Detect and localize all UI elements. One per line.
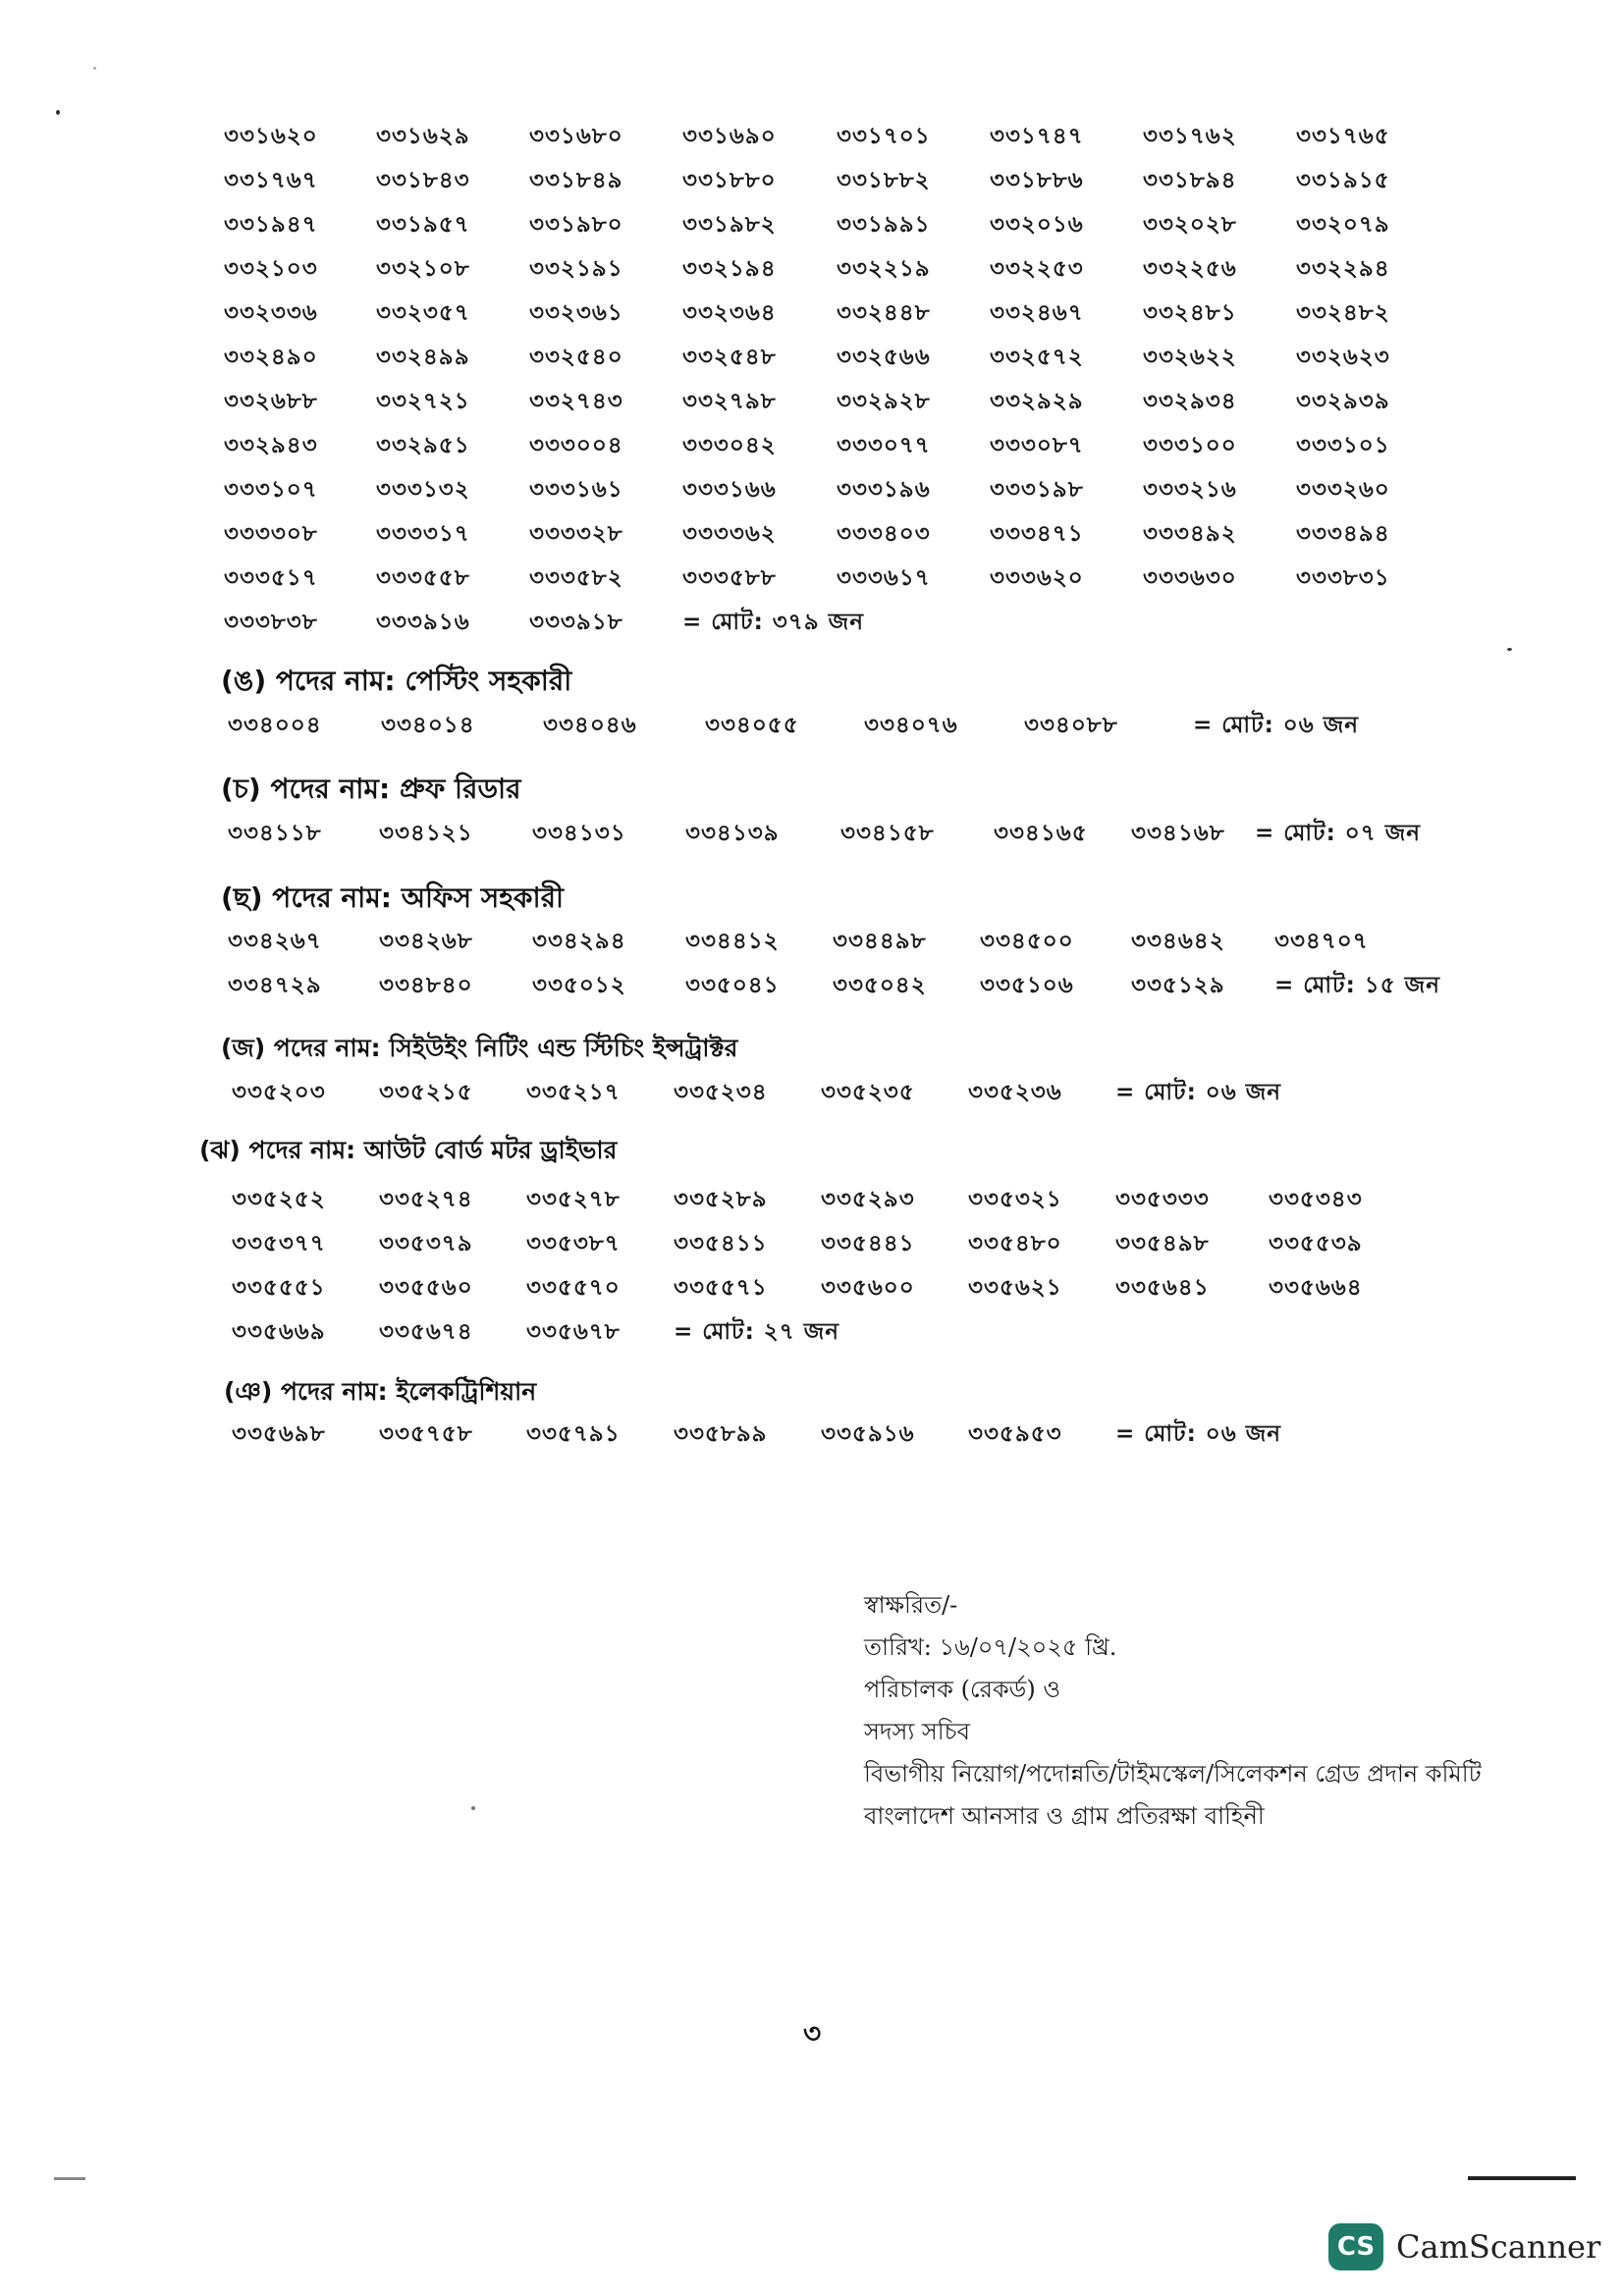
roll-number: ৩৩৫২১৫ [379, 1080, 473, 1105]
section-heading: (ঝ) পদের নাম: আউট বোর্ড মটর ড্রাইভার [199, 1136, 618, 1164]
roll-row [0, 1415, 1623, 1451]
roll-number: ৩৩৪০১৪ [381, 713, 475, 738]
roll-number: ৩৩১৭৬২ [1143, 124, 1237, 149]
committee-name: বিভাগীয় নিয়োগ/পদোন্নতি/টাইমস্কেল/সিলেকশন গ্রেড প্রদান কমিটি [864, 1760, 1482, 1788]
roll-number: ৩৩৩৩১৭ [376, 521, 470, 547]
roll-number: ৩৩৪৭২৯ [228, 973, 322, 998]
roll-row [0, 294, 1623, 330]
roll-number: ৩৩৪০৮৮ [1024, 713, 1118, 738]
roll-number: ৩৩১৭০১ [837, 124, 931, 149]
roll-number: ৩৩২৩৫৭ [376, 300, 470, 326]
roll-number: ৩৩৪১৩৯ [685, 821, 780, 846]
roll-number: ৩৩১৬৯০ [682, 124, 777, 149]
roll-number: ৩৩৫৩৭৭ [232, 1231, 326, 1256]
roll-number: ৩৩৫৬৪১ [1115, 1275, 1210, 1301]
roll-row [0, 118, 1623, 153]
roll-number: ৩৩১৯৫৭ [376, 212, 470, 238]
roll-number: ৩৩৫৮৯৯ [674, 1421, 768, 1447]
roll-number: ৩৩৫৩৩৩ [1115, 1187, 1210, 1212]
roll-number: ৩৩১৭৪৭ [990, 124, 1084, 149]
roll-number: ৩৩১৮৮০ [682, 168, 777, 193]
section-heading: (ঙ) পদের নাম: পেস্টিং সহকারী [221, 665, 572, 697]
roll-number: ৩৩২৩৬১ [529, 300, 623, 326]
roll-number: ৩৩৫২৭৮ [526, 1187, 621, 1212]
roll-number: ৩৩৪০৫৫ [705, 713, 799, 738]
scan-speck [56, 110, 60, 115]
section-heading: (চ) পদের নাম: প্রুফ রিডার [221, 773, 521, 805]
roll-row [0, 604, 1623, 639]
roll-number: ৩৩৩৪৭১ [990, 521, 1084, 547]
roll-number: ৩৩৫২৩৬ [968, 1080, 1062, 1105]
roll-number: ৩৩৩৬১৭ [837, 565, 931, 591]
roll-number: ৩৩৫৬৭৮ [526, 1319, 621, 1345]
roll-number: ৩৩৩৫১৭ [224, 565, 318, 591]
roll-row [0, 967, 1623, 1002]
roll-number: ৩৩২৫৪৮ [682, 345, 777, 370]
roll-row [0, 383, 1623, 418]
roll-number: ৩৩২১০৮ [376, 256, 470, 282]
roll-number: ৩৩৫৬০০ [821, 1275, 915, 1301]
roll-row [0, 707, 1623, 742]
roll-number: ৩৩৫৬৬৯ [232, 1319, 326, 1345]
roll-number: ৩৩৫৭৫৮ [379, 1421, 473, 1447]
signed-text: স্বাক্ষরিত/- [864, 1591, 958, 1619]
roll-number: ৩৩৩২৬০ [1296, 477, 1390, 503]
roll-number: ৩৩২২১৯ [837, 256, 931, 282]
roll-number: ৩৩৪৮৪০ [379, 973, 473, 998]
section-total: = মোট: ০৭ জন [1255, 821, 1422, 846]
roll-number: ৩৩৩১০১ [1296, 433, 1390, 458]
signature-date: তারিখ: ১৬/০৭/২০২৫ খ্রি. [864, 1633, 1117, 1661]
roll-number: ৩৩৫৬৯৮ [232, 1421, 326, 1447]
roll-number: ৩৩৩০৭৭ [837, 433, 931, 458]
roll-number: ৩৩১৮৮২ [837, 168, 931, 193]
roll-number: ৩৩২২৯৪ [1296, 256, 1390, 282]
roll-number: ৩৩৫৩৪৩ [1269, 1187, 1363, 1212]
roll-row [0, 560, 1623, 595]
section-total: = মোট: ২৭ জন [674, 1319, 840, 1345]
roll-number: ৩৩৪১৫৮ [840, 821, 935, 846]
roll-row [0, 339, 1623, 374]
roll-number: ৩৩২০১৬ [990, 212, 1084, 238]
roll-number: ৩৩৪২৯৪ [532, 929, 626, 954]
roll-number: ৩৩৫৫৬০ [379, 1275, 473, 1301]
roll-number: ৩৩১৯৪৭ [224, 212, 318, 238]
roll-number: ৩৩১৮৯৪ [1143, 168, 1237, 193]
roll-number: ৩৩২৯২৮ [837, 389, 931, 414]
roll-number: ৩৩৩২১৬ [1143, 477, 1237, 503]
roll-number: ৩৩৩৫৫৮ [376, 565, 470, 591]
section-total: = মোট: ০৬ জন [1115, 1421, 1282, 1447]
roll-number: ৩৩৩১৬৬ [682, 477, 777, 503]
roll-row [0, 1225, 1623, 1260]
roll-number: ৩৩৫২৫২ [232, 1187, 326, 1212]
roll-number: ৩৩২৯৫১ [376, 433, 470, 458]
scan-speck [1507, 648, 1512, 651]
section-total: = মোট: ০৬ জন [1115, 1080, 1282, 1105]
scan-edge-line [54, 2177, 85, 2180]
roll-number: ৩৩২৯৩৯ [1296, 389, 1390, 414]
roll-number: ৩৩৩৯১৬ [376, 610, 470, 635]
roll-number: ৩৩২০৭৯ [1296, 212, 1390, 238]
roll-number: ৩৩১৮৮৬ [990, 168, 1084, 193]
roll-row [0, 515, 1623, 551]
roll-number: ৩৩২৪৮২ [1296, 300, 1390, 326]
section-total: = মোট: ০৬ জন [1193, 713, 1360, 738]
roll-number: ৩৩৫০৪১ [685, 973, 780, 998]
roll-number: ৩৩২৭২১ [376, 389, 470, 414]
roll-number: ৩৩২৪৬৭ [990, 300, 1084, 326]
roll-number: ৩৩২৪৪৮ [837, 300, 931, 326]
roll-number: ৩৩৫৯১৬ [821, 1421, 915, 1447]
roll-number: ৩৩৫৫৭০ [526, 1275, 621, 1301]
roll-number: ৩৩৫২০৩ [232, 1080, 326, 1105]
camscanner-label: CamScanner [1396, 2228, 1601, 2266]
section-heading: (জ) পদের নাম: সিইউইং নিটিং এন্ড স্টিচিং ইন্সট্রাক্টর [221, 1034, 738, 1062]
roll-number: ৩৩৫২৮৯ [674, 1187, 768, 1212]
roll-number: ৩৩২২৫৬ [1143, 256, 1237, 282]
section-total: = মোট: ৩৭৯ জন [682, 610, 864, 635]
signatory-role: সদস্য সচিব [864, 1718, 970, 1745]
roll-number: ৩৩২৩৩৬ [224, 300, 318, 326]
roll-number: ৩৩৫১২৯ [1131, 973, 1225, 998]
roll-number: ৩৩৫৭৯১ [526, 1421, 621, 1447]
roll-number: ৩৩৫০৪২ [833, 973, 927, 998]
roll-number: ৩৩১৬৮০ [529, 124, 623, 149]
roll-number: ৩৩২০২৮ [1143, 212, 1237, 238]
roll-number: ৩৩৫৫৩৯ [1269, 1231, 1363, 1256]
roll-row [0, 427, 1623, 462]
roll-number: ৩৩৪৪৯৮ [833, 929, 927, 954]
roll-number: ৩৩৪৭০৭ [1274, 929, 1369, 954]
roll-number: ৩৩৩১৬১ [529, 477, 623, 503]
roll-number: ৩৩৫৩৮৭ [526, 1231, 621, 1256]
roll-number: ৩৩৫৫৫১ [232, 1275, 326, 1301]
roll-number: ৩৩৪১২১ [379, 821, 473, 846]
roll-number: ৩৩৪১৬৮ [1131, 821, 1225, 846]
roll-number: ৩৩৪১৬৫ [994, 821, 1088, 846]
roll-number: ৩৩৫৪১১ [674, 1231, 768, 1256]
roll-number: ৩৩৩১৩২ [376, 477, 470, 503]
roll-number: ৩৩৫২৭৪ [379, 1187, 473, 1212]
section-heading: (ছ) পদের নাম: অফিস সহকারী [221, 881, 565, 914]
roll-number: ৩৩৫২৩৪ [674, 1080, 768, 1105]
roll-number: ৩৩৩৪৯২ [1143, 521, 1237, 547]
page-number: ৩ [803, 2017, 822, 2050]
roll-row [0, 1181, 1623, 1216]
roll-number: ৩৩৩৩২৮ [529, 521, 623, 547]
roll-row [0, 1313, 1623, 1349]
roll-number: ৩৩৩৬৩০ [1143, 565, 1237, 591]
roll-number: ৩৩৩৫৮২ [529, 565, 623, 591]
roll-number: ৩৩২৬২২ [1143, 345, 1237, 370]
roll-number: ৩৩৫২৯৩ [821, 1187, 915, 1212]
roll-number: ৩৩৩০৪২ [682, 433, 777, 458]
roll-number: ৩৩৪৪১২ [685, 929, 780, 954]
roll-number: ৩৩৩৪৯৪ [1296, 521, 1390, 547]
roll-number: ৩৩৫৩২১ [968, 1187, 1062, 1212]
roll-number: ৩৩১৭৬৫ [1296, 124, 1390, 149]
roll-number: ৩৩৩১৯৬ [837, 477, 931, 503]
roll-row [0, 1269, 1623, 1305]
roll-number: ৩৩৫৩৭৯ [379, 1231, 473, 1256]
roll-number: ৩৩২৯২৯ [990, 389, 1084, 414]
roll-number: ৩৩২৪৯০ [224, 345, 318, 370]
roll-number: ৩৩৪০৪৬ [543, 713, 637, 738]
roll-number: ৩৩৫২১৭ [526, 1080, 621, 1105]
roll-number: ৩৩১৯১৫ [1296, 168, 1390, 193]
roll-row [0, 162, 1623, 197]
roll-number: ৩৩৩১৯৮ [990, 477, 1084, 503]
roll-number: ৩৩৩৬২০ [990, 565, 1084, 591]
roll-number: ৩৩৫১০৬ [980, 973, 1074, 998]
camscanner-badge-text: CS [1336, 2232, 1376, 2262]
roll-number: ৩৩৩০০৪ [529, 433, 623, 458]
roll-number: ৩৩৩১০৭ [224, 477, 318, 503]
roll-row [0, 250, 1623, 286]
roll-row [0, 471, 1623, 507]
roll-number: ৩৩১৬২৯ [376, 124, 470, 149]
roll-number: ৩৩২৫৬৬ [837, 345, 931, 370]
roll-number: ৩৩৩৩০৮ [224, 521, 318, 547]
roll-number: ৩৩৫৯৫৩ [968, 1421, 1062, 1447]
roll-number: ৩৩৩৪০৩ [837, 521, 931, 547]
roll-number: ৩৩২৫৪০ [529, 345, 623, 370]
roll-number: ৩৩৪২৬৭ [228, 929, 322, 954]
roll-number: ৩৩৫৫৭১ [674, 1275, 768, 1301]
roll-number: ৩৩২৭৪৩ [529, 389, 623, 414]
roll-number: ৩৩১৭৬৭ [224, 168, 318, 193]
roll-row [0, 815, 1623, 850]
organization-name: বাংলাদেশ আনসার ও গ্রাম প্রতিরক্ষা বাহিনী [864, 1802, 1265, 1830]
roll-number: ৩৩৫৪৪১ [821, 1231, 915, 1256]
roll-number: ৩৩৪১১৮ [228, 821, 322, 846]
roll-number: ৩৩৪৬৪২ [1131, 929, 1225, 954]
roll-number: ৩৩১৮৪৩ [376, 168, 470, 193]
roll-number: ৩৩৫৪৮০ [968, 1231, 1062, 1256]
roll-number: ৩৩২১৯১ [529, 256, 623, 282]
camscanner-logo-icon [1328, 2223, 1383, 2270]
roll-number: ৩৩২৪৮১ [1143, 300, 1237, 326]
scan-edge-line [1468, 2176, 1576, 2180]
roll-number: ৩৩৪৫০০ [980, 929, 1074, 954]
scan-speck [471, 1806, 475, 1810]
roll-number: ৩৩২৪৯৯ [376, 345, 470, 370]
roll-number: ৩৩২১৯৪ [682, 256, 777, 282]
roll-number: ৩৩১৯৮২ [682, 212, 777, 238]
roll-number: ৩৩৫৬৬৪ [1269, 1275, 1363, 1301]
roll-number: ৩৩২১০৩ [224, 256, 318, 282]
roll-number: ৩৩২৫৭২ [990, 345, 1084, 370]
roll-number: ৩৩৫৬২১ [968, 1275, 1062, 1301]
section-heading: (ঞ) পদের নাম: ইলেকট্রিশিয়ান [224, 1377, 537, 1406]
roll-number: ৩৩২৩৬৪ [682, 300, 777, 326]
roll-number: ৩৩৩১০০ [1143, 433, 1237, 458]
section-total: = মোট: ১৫ জন [1274, 973, 1440, 998]
roll-number: ৩৩৪২৬৮ [379, 929, 473, 954]
roll-number: ৩৩১৯৮০ [529, 212, 623, 238]
roll-number: ৩৩৩০৮৭ [990, 433, 1084, 458]
roll-number: ৩৩৫৪৯৮ [1115, 1231, 1210, 1256]
roll-number: ৩৩২৭৯৮ [682, 389, 777, 414]
roll-number: ৩৩২৯৪৩ [224, 433, 318, 458]
roll-number: ৩৩৫৬৭৪ [379, 1319, 473, 1345]
roll-number: ৩৩২৯৩৪ [1143, 389, 1237, 414]
roll-number: ৩৩২৬২৩ [1296, 345, 1390, 370]
roll-number: ৩৩৪১৩১ [532, 821, 626, 846]
roll-row [0, 206, 1623, 241]
roll-number: ৩৩৫২৩৫ [821, 1080, 915, 1105]
roll-number: ৩৩১৮৪৯ [529, 168, 623, 193]
roll-number: ৩৩১৬২০ [224, 124, 318, 149]
roll-row [0, 1074, 1623, 1109]
roll-number: ৩৩৪০০৪ [228, 713, 322, 738]
roll-number: ৩৩৩৯১৮ [529, 610, 623, 635]
roll-number: ৩৩৩৮৩৮ [224, 610, 318, 635]
roll-number: ৩৩৪০৭৬ [864, 713, 958, 738]
roll-number: ৩৩৩৮৩১ [1296, 565, 1390, 591]
roll-number: ৩৩৩৩৬২ [682, 521, 777, 547]
roll-number: ৩৩৩৫৮৮ [682, 565, 777, 591]
signatory-designation: পরিচালক (রেকর্ড) ও [864, 1676, 1060, 1703]
scan-speck [93, 67, 96, 70]
roll-number: ৩৩৫০১২ [532, 973, 626, 998]
roll-number: ৩৩২৬৮৮ [224, 389, 318, 414]
roll-row [0, 923, 1623, 958]
roll-number: ৩৩২২৫৩ [990, 256, 1084, 282]
roll-number: ৩৩১৯৯১ [837, 212, 931, 238]
